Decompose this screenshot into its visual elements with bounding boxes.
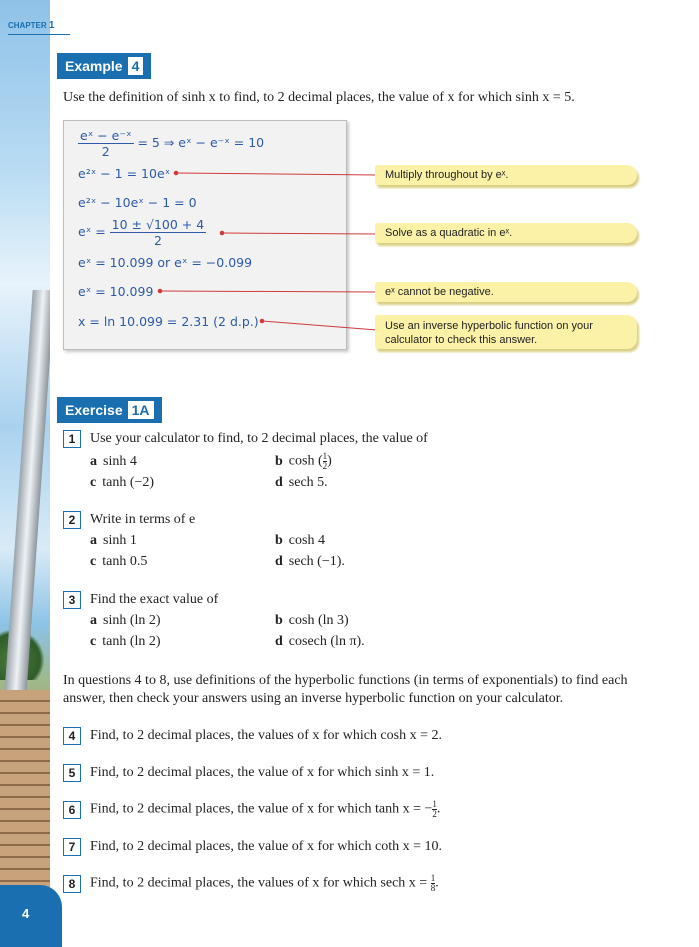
part-text: sech (−1). <box>288 554 345 569</box>
question-number: 6 <box>63 801 81 819</box>
fraction-numerator: 1 <box>430 873 436 883</box>
question-text: Find the exact value of <box>90 592 219 607</box>
question-text-main: Find, to 2 decimal places, the values of x for which sech x = <box>90 875 428 891</box>
part-letter: c <box>90 634 97 649</box>
chapter-number: 1 <box>48 20 55 31</box>
part-letter: d <box>275 475 283 490</box>
step-6: eˣ = 10.099 <box>78 284 154 299</box>
part-letter: a <box>90 454 97 469</box>
question-text: Find, to 2 decimal places, the value of x for which sinh x = 1. <box>90 765 435 780</box>
part-d <box>275 633 365 651</box>
question-text-main: Find, to 2 decimal places, the value of x for which tanh x = − <box>90 801 433 817</box>
part-letter: c <box>90 554 97 569</box>
example-problem: Use the definition of sinh x to find, to 2 decimal places, the value of x for which sinh x = 5. <box>63 90 575 105</box>
part-b <box>275 612 349 630</box>
step-1-numerator: eˣ − e⁻ˣ <box>80 128 132 143</box>
part-letter: a <box>90 533 97 548</box>
question-text: Use your calculator to find, to 2 decimal places, the value of <box>90 431 428 446</box>
part-a <box>90 532 137 550</box>
part-letter: b <box>275 453 283 469</box>
fraction-denominator: 8 <box>430 883 436 893</box>
part-b <box>275 452 332 471</box>
question-text: Find, to 2 decimal places, the value of x for which coth x = 10. <box>90 839 442 854</box>
step-4-lhs: eˣ = <box>78 224 106 239</box>
question-number: 5 <box>63 764 81 782</box>
question-text: Write in terms of e <box>90 512 196 527</box>
part-letter: b <box>275 533 283 548</box>
fraction-numerator: 1 <box>432 799 437 809</box>
step-3: e²ˣ − 10eˣ − 1 = 0 <box>78 195 197 210</box>
part-text: sinh 1 <box>103 533 137 548</box>
fraction-denominator: 2 <box>322 461 328 471</box>
question-number: 2 <box>63 511 81 529</box>
part-text: tanh (−2) <box>102 475 155 490</box>
step-1-denominator: 2 <box>101 144 110 159</box>
part-text: sinh (ln 2) <box>103 613 161 628</box>
step-4-denominator: 2 <box>153 233 162 248</box>
step-7: x = ln 10.099 = 2.31 (2 d.p.) <box>78 314 259 329</box>
part-letter: d <box>275 554 283 569</box>
question-text <box>90 874 439 893</box>
part-text: cosh (ln 3) <box>288 613 349 628</box>
part-a <box>90 612 161 630</box>
example-label: Example <box>65 58 123 74</box>
instructions-paragraph: In questions 4 to 8, use definitions of the hyperbolic functions (in terms of exponentials) to find each answer, then check your answers using an inverse hyperbolic function on your calculator. <box>63 673 628 706</box>
note-negative: eˣ cannot be negative. <box>375 282 637 302</box>
page-number: 4 <box>22 906 30 921</box>
exercise-label: Exercise <box>65 402 123 418</box>
part-letter: c <box>90 475 97 490</box>
step-2: e²ˣ − 1 = 10eˣ <box>78 166 171 181</box>
example-number: 4 <box>128 57 144 75</box>
fraction-numerator: 1 <box>322 451 328 461</box>
note-inverse: Use an inverse hyperbolic function on your calculator to check this answer. <box>375 315 637 349</box>
part-d <box>275 553 345 571</box>
step-5: eˣ = 10.099 or eˣ = −0.099 <box>78 255 253 270</box>
chapter-word: CHAPTER <box>8 21 47 30</box>
part-text: tanh 0.5 <box>102 554 148 569</box>
question-number: 8 <box>63 875 81 893</box>
part-letter: d <box>275 634 283 649</box>
step-1-rest: = 5 ⇒ eˣ − e⁻ˣ = 10 <box>137 135 265 150</box>
question-number: 7 <box>63 838 81 856</box>
question-text-end: . <box>435 875 439 891</box>
part-text: sech 5. <box>288 475 328 490</box>
exercise-number: 1A <box>128 401 154 419</box>
part-a <box>90 453 137 471</box>
step-4-numerator: 10 ± √100 + 4 <box>111 217 205 232</box>
part-c <box>90 553 147 571</box>
part-c <box>90 633 161 651</box>
part-text: cosh ( <box>288 453 323 469</box>
part-text: sinh 4 <box>103 454 137 469</box>
fraction-denominator: 2 <box>432 809 437 819</box>
part-text-end: ) <box>327 453 332 469</box>
question-text-end: . <box>436 801 441 817</box>
part-d <box>275 474 328 492</box>
part-text: tanh (ln 2) <box>102 634 161 649</box>
question-number: 4 <box>63 727 81 745</box>
part-c <box>90 474 154 492</box>
question-number: 3 <box>63 591 81 609</box>
question-text: Find, to 2 decimal places, the values of x for which cosh x = 2. <box>90 728 442 743</box>
note-quadratic: Solve as a quadratic in eˣ. <box>375 223 637 243</box>
part-b <box>275 532 325 550</box>
part-letter: a <box>90 613 97 628</box>
part-text: cosh 4 <box>288 533 325 548</box>
part-text: cosech (ln π). <box>288 634 365 649</box>
note-multiply: Multiply throughout by eˣ. <box>375 165 637 185</box>
question-number: 1 <box>63 430 81 448</box>
part-letter: b <box>275 613 283 628</box>
exercise-heading <box>57 397 162 423</box>
question-text <box>90 800 440 819</box>
